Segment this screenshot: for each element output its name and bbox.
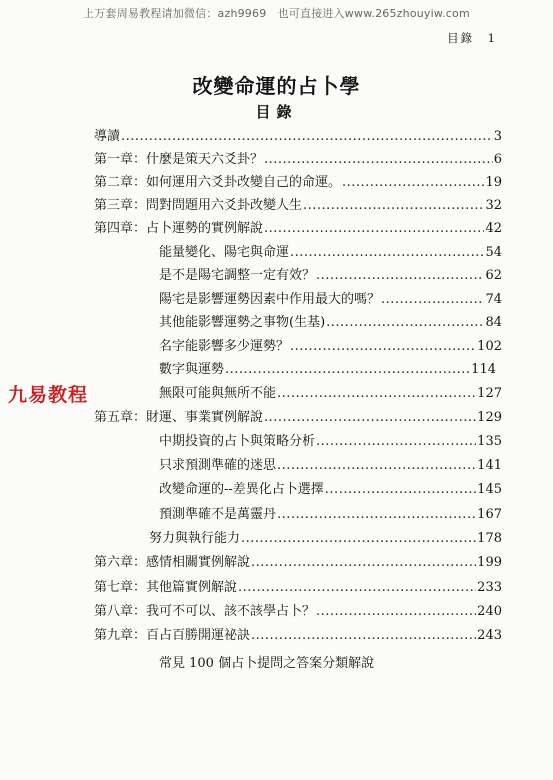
dot-leader (290, 243, 484, 263)
toc-entry-title: 努力與執行能力 (149, 531, 241, 546)
dot-leader (316, 432, 476, 452)
toc-entry (94, 219, 502, 239)
dot-leader (277, 456, 476, 476)
toc-entry-page: 199 (477, 555, 502, 570)
toc-entry-title: 第七章：其他篇實例解說 (94, 580, 238, 595)
toc-entry-page: 19 (485, 175, 502, 190)
toc-entry-title: 導讀 (94, 129, 121, 144)
toc-entry-page: 6 (493, 152, 502, 167)
toc-closing-line: 常見 100 個占卜提問之答案分類解說 (159, 656, 375, 671)
toc-entry (159, 384, 502, 404)
toc-entry-page: 178 (477, 531, 502, 546)
dot-leader (316, 266, 484, 286)
dot-leader (251, 626, 476, 646)
toc-entry (94, 173, 502, 193)
toc-entry (159, 480, 502, 500)
dot-leader (264, 219, 484, 239)
toc-entry (159, 505, 502, 525)
toc-entry (159, 313, 502, 333)
dot-leader (316, 602, 476, 622)
toc-entry-page: 114 (471, 362, 496, 377)
toc-entry-title: 是不是陽宅調整一定有效？ (159, 268, 316, 283)
toc-entry (159, 360, 496, 380)
toc-entry-title: 其他能影響運勢之事物(生基) (159, 315, 326, 330)
dot-leader (264, 150, 493, 170)
toc-entry-page: 62 (485, 268, 502, 283)
dot-leader (238, 578, 476, 598)
dot-leader (277, 505, 476, 525)
toc-entry-page: 74 (485, 292, 502, 307)
toc-heading: 目錄 (255, 103, 298, 121)
running-head: 目錄 1 (447, 31, 497, 45)
toc-entry-title: 第一章：什麼是策天六爻卦？ (94, 152, 264, 167)
dot-leader (381, 290, 484, 310)
dot-leader (325, 480, 476, 500)
toc-entry-title: 只求預測準確的迷思 (159, 458, 277, 473)
toc-entry-page: 135 (477, 434, 502, 449)
toc-entry-title: 改變命運的--差異化占卜選擇 (159, 482, 324, 497)
dot-leader (241, 529, 476, 549)
dot-leader (264, 408, 476, 428)
dot-leader (326, 313, 484, 333)
toc-entry (94, 578, 502, 598)
toc-entry-title: 第四章：占卜運勢的實例解說 (94, 221, 264, 236)
dot-leader (303, 196, 484, 216)
toc-entry (149, 529, 502, 549)
toc-entry (159, 456, 502, 476)
toc-entry-title: 中期投資的占卜與策略分析 (159, 434, 316, 449)
toc-entry-page: 102 (477, 339, 502, 354)
dot-leader (342, 173, 484, 193)
toc-entry-page: 127 (477, 386, 502, 401)
toc-entry-page: 32 (485, 198, 502, 213)
book-title: 改變命運的占卜學 (192, 74, 361, 98)
toc-entry-page: 42 (485, 221, 502, 236)
toc-entry-page: 3 (493, 129, 502, 144)
toc-entry-page: 145 (477, 482, 502, 497)
watermark-banner: 上万套周易教程请加微信：azh9969 也可直接进入www.265zhouyiw.com (83, 7, 470, 20)
toc-entry-title: 第九章：百占百勝開運祕訣 (94, 628, 251, 643)
toc-entry-title: 數字與運勢 (159, 362, 225, 377)
toc-entry-title: 陽宅是影響運勢因素中作用最大的嗎？ (159, 292, 381, 307)
toc-entry-title: 名字能影響多少運勢？ (159, 339, 290, 354)
toc-entry-page: 141 (477, 458, 502, 473)
toc-entry (94, 626, 502, 646)
dot-leader (251, 553, 476, 573)
toc-entry (159, 432, 502, 452)
toc-entry-page: 129 (477, 410, 502, 425)
toc-entry (94, 553, 502, 573)
dot-leader (225, 360, 470, 380)
toc-entry-title: 第二章：如何運用六爻卦改變自己的命運。 (94, 175, 342, 190)
toc-entry (159, 337, 502, 357)
toc-entry-title: 預測準確不是萬靈丹 (159, 507, 277, 522)
toc-entry-page: 167 (477, 507, 502, 522)
toc-entry-title: 能量變化、陽宅與命運 (159, 245, 290, 260)
toc-entry-page: 84 (485, 315, 502, 330)
toc-entry (94, 150, 502, 170)
toc-entry-title: 第八章：我可不可以、該不該學占卜？ (94, 604, 316, 619)
toc-entry (94, 127, 502, 147)
toc-entry (159, 243, 502, 263)
toc-entry-page: 240 (477, 604, 502, 619)
toc-entry-page: 54 (485, 245, 502, 260)
toc-entry-title: 第六章：感情相關實例解說 (94, 555, 251, 570)
toc-entry (159, 290, 502, 310)
dot-leader (277, 384, 476, 404)
dot-leader (121, 127, 493, 147)
toc-entry (94, 408, 502, 428)
toc-entry-page: 243 (477, 628, 502, 643)
toc-entry-title: 第五章：財運、事業實例解說 (94, 410, 264, 425)
toc-entry (159, 266, 502, 286)
toc-entry (94, 602, 502, 622)
toc-entry-title: 無限可能與無所不能 (159, 386, 277, 401)
toc-entry-page: 233 (477, 580, 502, 595)
toc-entry-title: 第三章：問對問題用六爻卦改變人生 (94, 198, 303, 213)
toc-entry (94, 196, 502, 216)
watermark-stamp: 九易教程 (8, 384, 89, 406)
dot-leader (290, 337, 476, 357)
